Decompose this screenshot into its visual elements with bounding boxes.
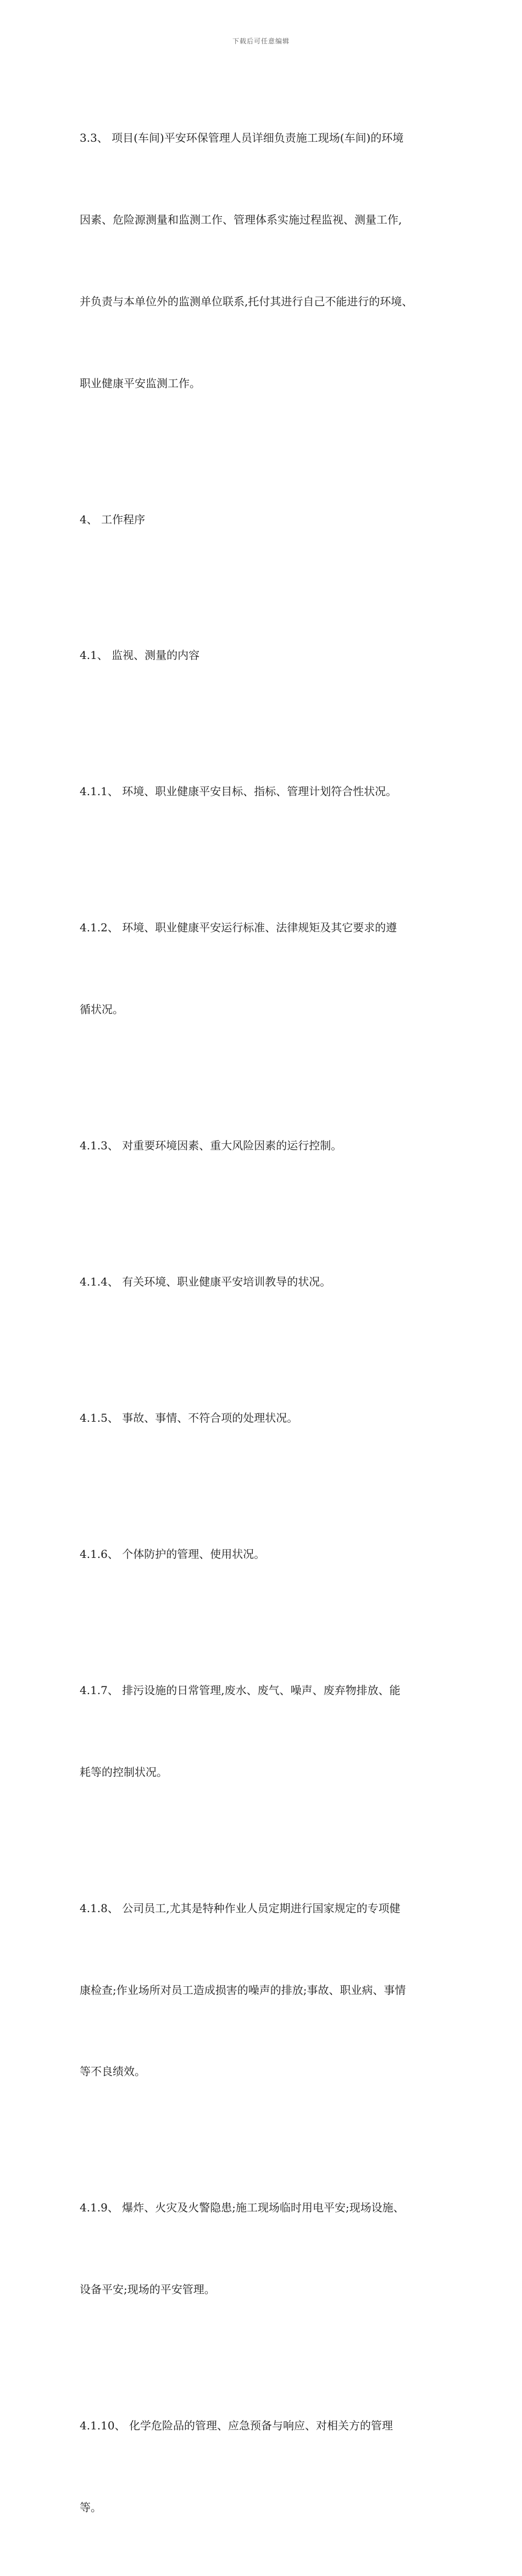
section-4-1-10-paragraph — [80, 2358, 448, 2576]
section-3-3-paragraph — [80, 70, 448, 451]
text-line: 耗等的控制状况。 — [80, 1765, 168, 1779]
text-line: 职业健康平安监测工作。 — [80, 376, 201, 390]
text-line: 4.1.6、 个体防护的管理、使用状况。 — [80, 1547, 265, 1561]
section-4-1-9-paragraph — [80, 2140, 448, 2358]
text-line: 设备平安;现场的平安管理。 — [80, 2283, 215, 2296]
section-4-1-3-paragraph — [80, 1078, 448, 1214]
text-line: 康检查;作业场所对员工造成损害的噪声的排放;事故、职业病、事情 — [80, 1983, 406, 1997]
text-line: 等不良绩效。 — [80, 2065, 146, 2078]
document-body — [80, 70, 448, 2576]
section-4-1-7-paragraph — [80, 1623, 448, 1841]
text-line: 因素、危险源测量和监测工作、管理体系实施过程监视、测量工作, — [80, 213, 402, 226]
section-4-heading — [80, 451, 448, 588]
text-line: 4.1.9、 爆炸、火灾及火警隐患;施工现场临时用电平安;现场设施、 — [80, 2201, 404, 2215]
text-line: 并负责与本单位外的监测单位联系,托付其进行自己不能进行的环境、 — [80, 294, 413, 308]
section-4-1-5-paragraph — [80, 1350, 448, 1487]
section-4-1-heading — [80, 588, 448, 724]
text-line: 4.1.8、 公司员工,尤其是特种作业人员定期进行国家规定的专项健 — [80, 1901, 401, 1915]
text-line: 3.3、 项目(车间)平安环保管理人员详细负责施工现场(车间)的环境 — [80, 131, 404, 145]
section-4-1-8-paragraph — [80, 1841, 448, 2141]
text-line: 4.1.2、 环境、职业健康平安运行标准、法律规矩及其它要求的遵 — [80, 921, 397, 935]
text-line: 循状况。 — [80, 1003, 124, 1016]
text-line: 4.1.1、 环境、职业健康平安目标、指标、管理计划符合性状况。 — [80, 785, 397, 798]
text-line: 4.1.4、 有关环境、职业健康平安培训教导的状况。 — [80, 1275, 331, 1289]
text-line: 4、 工作程序 — [80, 512, 146, 526]
text-line: 4.1.10、 化学危险品的管理、应急预备与响应、对相关方的管理 — [80, 2419, 393, 2433]
section-4-1-1-paragraph — [80, 724, 448, 860]
text-line: 等。 — [80, 2500, 102, 2514]
section-4-1-4-paragraph — [80, 1214, 448, 1350]
text-line: 4.1.3、 对重要环境因素、重大风险因素的运行控制。 — [80, 1139, 342, 1153]
section-4-1-2-paragraph — [80, 860, 448, 1078]
section-4-1-6-paragraph — [80, 1487, 448, 1623]
page-header: 下载后可任意编辑 — [232, 37, 290, 45]
text-line: 4.1.5、 事故、事情、不符合项的处理状况。 — [80, 1411, 298, 1425]
text-line: 4.1.7、 排污设施的日常管理,废水、废气、噪声、废弃物排放、能 — [80, 1684, 401, 1697]
text-line: 4.1、 监视、测量的内容 — [80, 649, 200, 662]
